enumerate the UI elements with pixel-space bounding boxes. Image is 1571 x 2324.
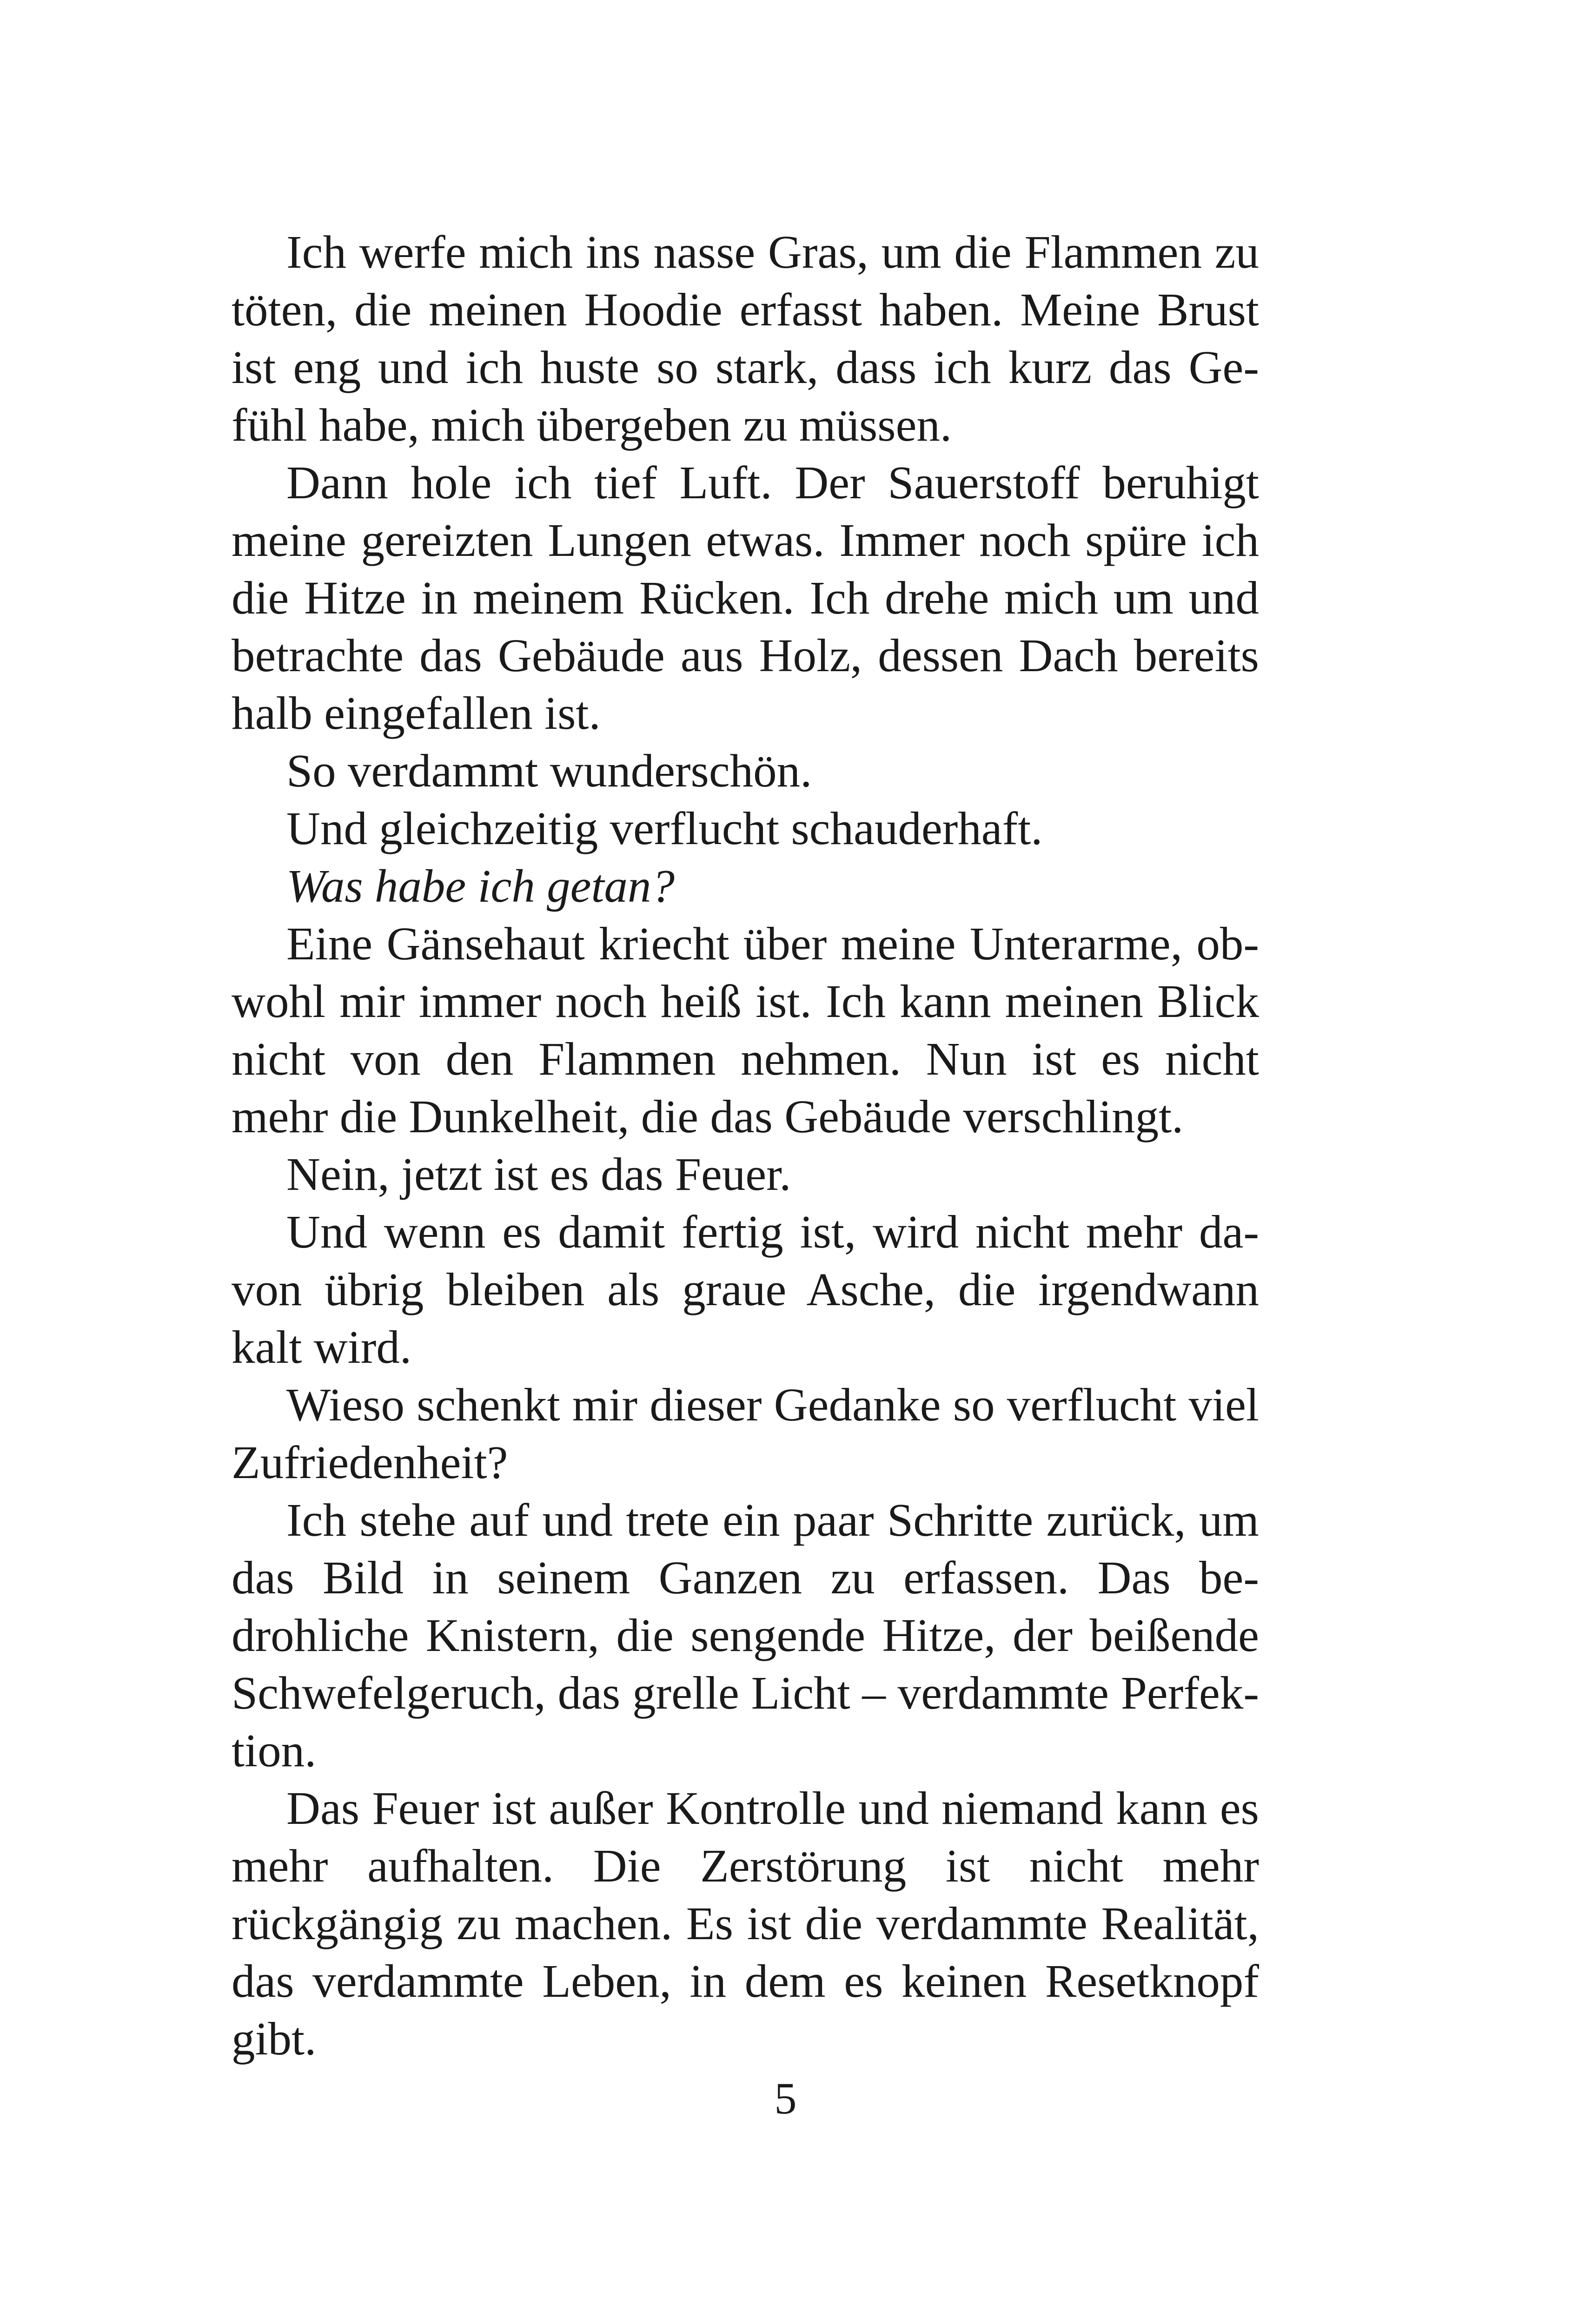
paragraph: Ich werfe mich ins nasse Gras, um die Flammen zu töten, die meinen Hoodie erfasst haben. Meine Brust ist eng und ich huste so stark, dass ich kurz das Gefühl habe, mich übergeben zu müssen.: [232, 226, 1259, 451]
paragraph: Und wenn es damit fertig ist, wird nicht mehr davon übrig bleiben als graue Asche, die irgendwann kalt wird.: [232, 1206, 1259, 1373]
paragraph-italic-thought: Was habe ich getan?: [286, 860, 675, 912]
paragraph: Dann hole ich tief Luft. Der Sauerstoff beruhigt meine gereizten Lungen etwas. Immer noch spüre ich die Hitze in meinem Rücken. Ich drehe mich um und betrachte das Gebäude aus Holz, dessen Dach bereits halb eingefallen ist.: [232, 456, 1259, 739]
paragraph: Und gleichzeitig verflucht schauderhaft.: [286, 802, 1043, 854]
paragraph: Eine Gänsehaut kriecht über meine Unterarme, obwohl mir immer noch heiß ist. Ich kann meinen Blick nicht von den Flammen nehmen. Nun ist es nicht mehr die Dunkelheit, die das Gebäude verschlingt.: [232, 918, 1259, 1142]
paragraph: Ich stehe auf und trete ein paar Schritte zurück, um das Bild in seinem Ganzen zu erfassen. Das bedrohliche Knistern, die sengende Hitze, der beißende Schwefelgeruch, das grelle Licht – verdammte Perfektion.: [232, 1494, 1259, 1776]
paragraph: Nein, jetzt ist es das Feuer.: [286, 1148, 791, 1200]
paragraph: Wieso schenkt mir dieser Gedanke so verflucht viel Zufriedenheit?: [232, 1379, 1259, 1488]
paragraph: Das Feuer ist außer Kontrolle und niemand kann es mehr aufhalten. Die Zerstörung ist nicht mehr rückgängig zu machen. Es ist die verdammte Realität, das verdammte Leben, in dem es keinen Resetknopf gibt.: [232, 1782, 1259, 2065]
page-number: 5: [774, 2073, 797, 2123]
paragraph: So verdammt wunderschön.: [286, 745, 812, 797]
body-text: [232, 223, 1259, 2067]
